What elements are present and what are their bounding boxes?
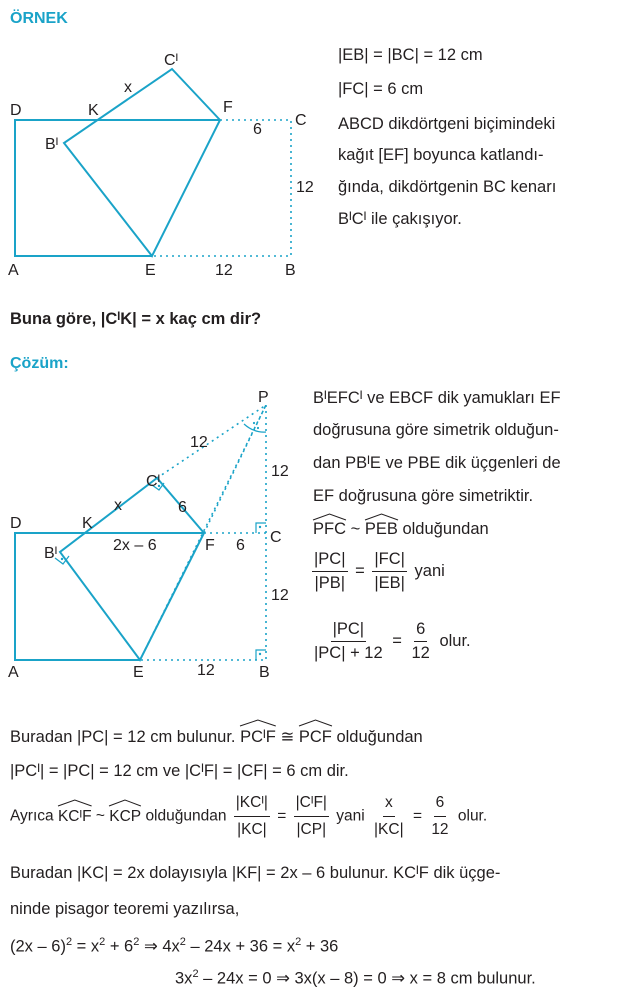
label-d: D (10, 515, 22, 532)
label-f: F (223, 99, 233, 116)
dotted-outline (140, 533, 266, 660)
ratio-1: $\frac{|PC|}{|PB|}$ = $\frac{|FC|}{|EB|}$ yani (314, 550, 445, 592)
solution-line-3: Ayrıca KCᴵF ~ KCP olduğundan $\frac{\text{|KCᴵ|}}{|KC|}$ = $\frac{\text{|CᴵF|}}{|CP|}$ yani $\frac{x}{|KC|}$ = $\frac{6}{12}$ olur. (10, 794, 488, 838)
dotted-outline (152, 120, 291, 256)
label-six-fc: 6 (236, 537, 245, 554)
label-kf: 2x – 6 (113, 537, 157, 554)
label-c: C (270, 529, 282, 546)
label-a: A (8, 664, 19, 681)
label-x: x (124, 79, 132, 96)
side-text-2: doğrusuna göre simetrik olduğun- (313, 421, 559, 439)
angle-kc1f: KCᴵF (58, 806, 92, 828)
angle-pcf: PCF (299, 726, 332, 748)
label-twelve-pc: 12 (271, 463, 289, 480)
label-f: F (205, 537, 215, 554)
angle-peb: PEB (365, 520, 398, 539)
label-twelve-eb: 12 (197, 662, 215, 679)
example-heading: ÖRNEK (10, 10, 68, 27)
label-a: A (8, 262, 19, 279)
label-twelve-bottom: 12 (215, 262, 233, 279)
label-b1: Bᴵ (45, 136, 59, 153)
solution-line-6: $(2x - 6)^2 = x^2 + 6^2$ ⇒ $4x^2 - 24x + 36 = x^2 + 36$ (10, 936, 339, 956)
dotted-pf (204, 405, 266, 533)
side-text-3: dan PBᴵE ve PBE dik üçgenleri de (313, 454, 561, 472)
side-text-1: BᴵEFCᴵ ve EBCF dik yamukları EF (313, 389, 561, 407)
description-line-4: BᴵCᴵ ile çakışıyor. (338, 210, 462, 228)
label-c: C (295, 112, 307, 129)
label-x: x (114, 497, 122, 514)
description-line-1: ABCD dikdörtgeni biçimindeki (338, 115, 556, 133)
label-b: B (259, 664, 270, 681)
label-c1: Cᴵ (164, 52, 179, 69)
solution-line-1: Buradan |PC| = 12 cm bulunur. PCᴵF ≅ PCF olduğundan (10, 726, 423, 748)
label-p: P (258, 389, 269, 406)
angle-kcp: KCP (109, 806, 141, 828)
similarity-line: PFC ~ PEB olduğundan (313, 520, 489, 539)
question: Buna göre, |CᴵK| = x kaç cm dir? (10, 310, 262, 328)
ratio-2: $\frac{|PC|}{|PC| + 12}$ = $\frac{6}{12}$ olur. (314, 620, 471, 662)
label-six: 6 (253, 121, 262, 138)
description-line-3: ğında, dikdörtgenin BC kenarı (338, 178, 557, 196)
solution-line-2: |PCᴵ| = |PC| = 12 cm ve |CᴵF| = |CF| = 6 cm dir. (10, 762, 349, 780)
example-figure (0, 40, 330, 290)
angle-pfc: PFC (313, 520, 346, 539)
right-angle-c (256, 523, 266, 533)
folded-quad (64, 69, 220, 256)
description-line-2: kağıt [EF] boyunca katlandı- (338, 146, 544, 164)
label-twelve-bc: 12 (271, 587, 289, 604)
label-e: E (133, 664, 144, 681)
label-k: K (82, 515, 93, 532)
label-d: D (10, 102, 22, 119)
label-twelve-side: 12 (296, 179, 314, 196)
solution-line-4: Buradan |KC| = 2x dolayısıyla |KF| = 2x – 6 bulunur. KCᴵF dik üçge- (10, 864, 501, 882)
label-e: E (145, 262, 156, 279)
given-2: |FC| = 6 cm (338, 80, 424, 98)
right-angle-b (256, 650, 266, 660)
given-1: |EB| = |BC| = 12 cm (338, 46, 483, 64)
dotted-pc1 (157, 405, 266, 478)
solution-line-5: ninde pisagor teoremi yazılırsa, (10, 900, 240, 918)
label-twelve-pc1: 12 (190, 434, 208, 451)
side-text-4: EF doğrusuna göre simetriktir. (313, 487, 534, 505)
label-b: B (285, 262, 296, 279)
angle-pc1f: PCᴵF (240, 726, 276, 748)
solution-line-7: $3x^2 - 24x = 0$ ⇒ 3x(x – 8) = 0 ⇒ x = 8 cm bulunur. (175, 968, 536, 988)
label-six-c1f: 6 (178, 499, 187, 516)
label-k: K (88, 102, 99, 119)
label-c1: Cᴵ (146, 473, 161, 490)
solution-heading: Çözüm: (10, 355, 69, 372)
label-b1: Bᴵ (44, 545, 58, 562)
solution-figure (0, 385, 300, 685)
